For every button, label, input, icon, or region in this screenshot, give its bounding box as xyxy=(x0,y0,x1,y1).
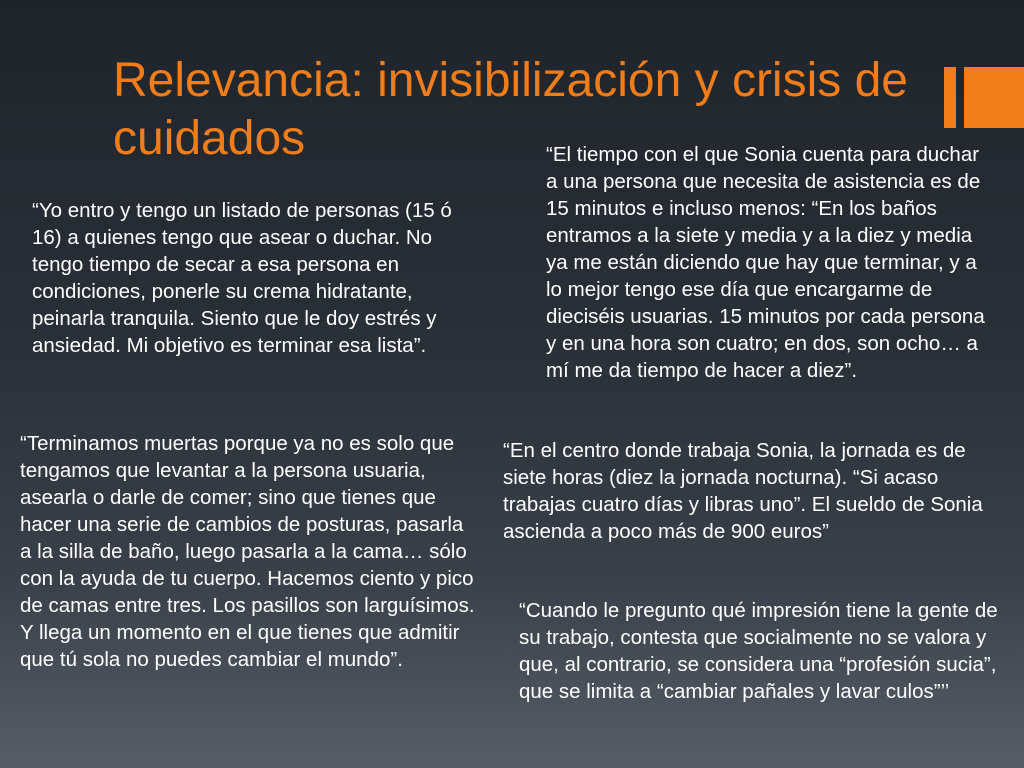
quote-terminamos-muertas: “Terminamos muertas porque ya no es solo que tengamos que levantar a la persona usuaria, asearla o darle de comer; sino que tienes que hacer una serie de cambios de posturas, pasarla a la silla de baño, luego pasarla a la cama… sólo con la ayuda de tu cuerpo. Hacemos ciento y pico de camas entre tres. Los pasillos son larguísimos. Y llega un momento en el que tienes que admitir que tú sola no puedes cambiar el mundo”. xyxy=(20,432,475,671)
quote-jornada-sueldo: “En el centro donde trabaja Sonia, la jornada es de siete horas (diez la jornada nocturna). “Si acaso trabajas cuatro días y libras uno”. El sueldo de Sonia ascienda a poco más de 900 euros” xyxy=(503,439,983,543)
quote-listado-personas: “Yo entro y tengo un listado de personas (15 ó 16) a quienes tengo que asear o duchar. No tengo tiempo de secar a esa persona en condiciones, ponerle su crema hidratante, peinarla tranquila. Siento que le doy estrés y ansiedad. Mi objetivo es terminar esa lista”. xyxy=(32,199,452,357)
slide-title: Relevancia: invisibilización y crisis de cuidados xyxy=(113,54,908,165)
decorative-accent-bar-thin xyxy=(944,67,956,128)
quote-tiempo-ducha: “El tiempo con el que Sonia cuenta para duchar a una persona que necesita de asistencia es de 15 minutos e incluso menos: “En los baños entramos a la siete y media y a la diez y media ya me están diciendo que hay que terminar, y a lo mejor tengo ese día que encargarme de dieciséis usuarias. 15 minutos por cada persona y en una hora son cuatro; en dos, son ocho… a mí me da tiempo de hacer a diez”. xyxy=(546,143,985,382)
decorative-accent-bar-thick xyxy=(964,67,1024,128)
quote-profesion-sucia: “Cuando le pregunto qué impresión tiene la gente de su trabajo, contesta que socialmente no se valora y que, al contrario, se considera una “profesión sucia”, que se limita a “cambiar pañales y lavar culos”’’ xyxy=(519,599,998,703)
